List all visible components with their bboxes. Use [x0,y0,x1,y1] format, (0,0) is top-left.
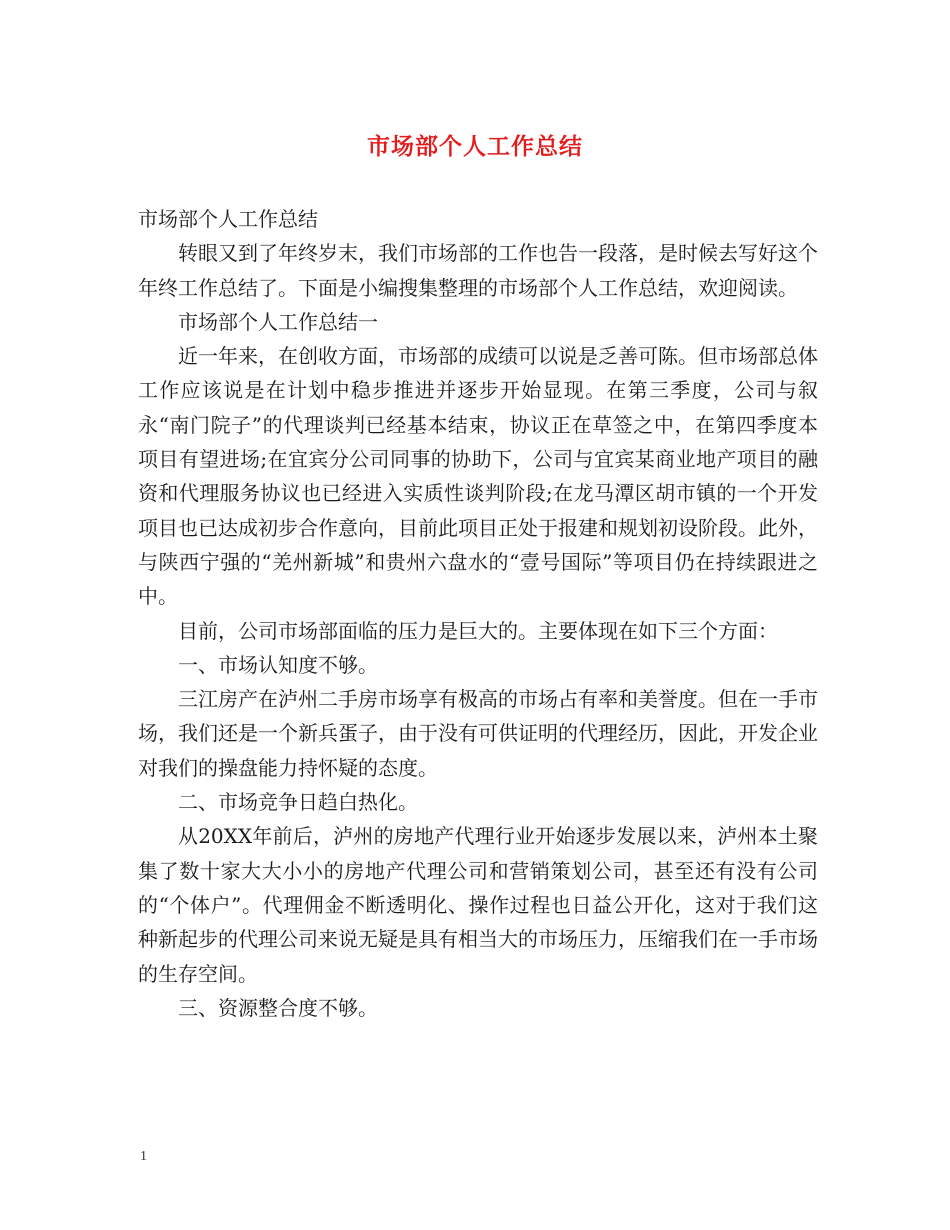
paragraph-point-two-title: 二、市场竞争日趋白热化。 [178,790,418,815]
paragraph-pressure: 目前，公司市场部面临的压力是巨大的。主要体现在如下三个方面： [178,618,778,643]
paragraph-section-title: 市场部个人工作总结一 [178,309,378,334]
document-title: 市场部个人工作总结 [367,133,583,160]
paragraph-point-two-body: 从20XX年前后，泸州的房地产代理行业开始逐步发展以来，泸州本土聚集了数十家大大小小的房地产代理公司和营销策划公司，甚至还有没有公司的“个体户”。代理佣金不断透明化、操作过程也日益公开化，这对于我们这种新起步的代理公司来说无疑是具有相当大的市场压力，压缩我们在一手市场的生存空间。 [138,824,818,986]
paragraph-achievements: 近一年来，在创收方面，市场部的成绩可以说是乏善可陈。但市场部总体工作应该说是在计划中稳步推进并逐步开始显现。在第三季度，公司与叙永“南门院子”的代理谈判已经基本结束，协议正在草签之中，在第四季度本项目有望进场;在宜宾分公司同事的协助下，公司与宜宾某商业地产项目的融资和代理服务协议也已经进入实质性谈判阶段;在龙马潭区胡市镇的一个开发项目也已达成初步合作意向，目前此项目正处于报建和规划初设阶段。此外，与陕西宁强的“羌州新城”和贵州六盘水的“壹号国际”等项目仍在持续跟进之中。 [138,344,818,609]
paragraph-point-one-body: 三江房产在泸州二手房市场享有极高的市场占有率和美誉度。但在一手市场，我们还是一个新兵蛋子，由于没有可供证明的代理经历，因此，开发企业对我们的操盘能力持怀疑的态度。 [138,687,818,780]
paragraph-intro: 转眼又到了年终岁末，我们市场部的工作也告一段落，是时候去写好这个年终工作总结了。下面是小编搜集整理的市场部个人工作总结，欢迎阅读。 [138,241,818,300]
paragraph-point-one-title: 一、市场认知度不够。 [178,652,378,677]
paragraph-point-three-title: 三、资源整合度不够。 [178,995,378,1020]
paragraph-heading: 市场部个人工作总结 [138,207,318,231]
document-body [138,202,818,1025]
page-number: 1 [140,1149,147,1164]
